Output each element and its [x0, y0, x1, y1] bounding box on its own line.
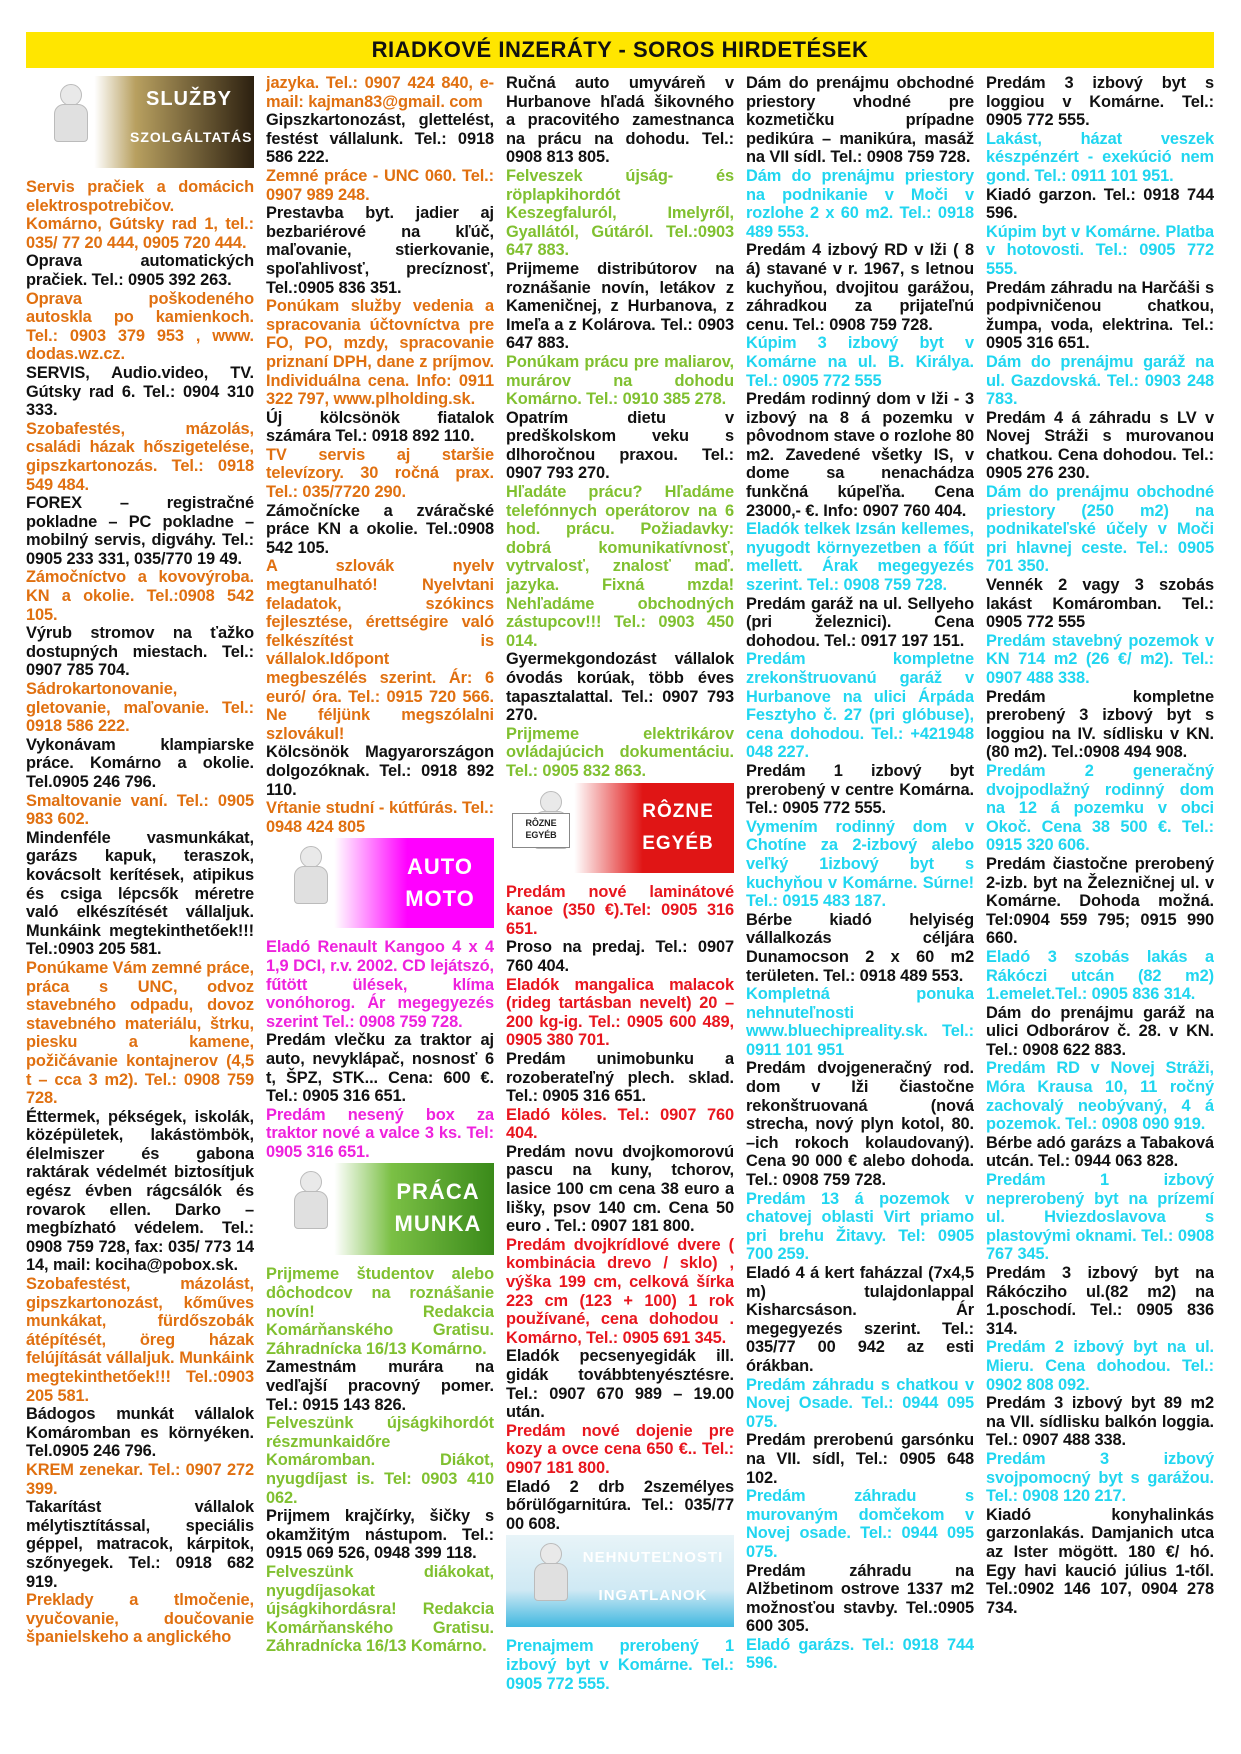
classified-ad: Kiadó konyhalinkás garzonlakás. Damjanich utca az Ister mögött. 180 €/ hó. Egy havi kaució július 1-től. Tel.:0902 146 107, 0904 278 734. [986, 1505, 1214, 1617]
classified-ad: Dám do prenájmu obchodné priestory vhodné pre kozmetičku prípadne pedikúra – manikúra, masáž na VII sídl. Tel.: 0908 759 728. [746, 74, 974, 167]
classified-ad: Gyermekgondozást vállalok óvodás korúak, több éves tapasztalattal. Tel.: 0907 793 270. [506, 650, 734, 725]
classified-ad: Predám 3 izbový byt 89 m2 na VII. sídlisku balkón loggia. Tel.: 0907 488 338. [986, 1394, 1214, 1450]
classified-ad: Zamestnám murára na vedľajší pracovný pomer. Tel.: 0915 143 826. [266, 1358, 494, 1414]
classified-ad: Predám RD v Novej Stráži, Móra Krausa 10, 11 ročný zachovalý neobývaný, 4 á pozemok. Tel.: 0908 090 919. [986, 1059, 1214, 1134]
classified-ad: Szobafestést, mázolást, gipszkartonozást, kőműves munkákat, fürdőszobák átépítését, öreg házak felújítását vállaljuk. Munkáink megtekinthetőek!!! Tel.:0903 205 581. [26, 1275, 254, 1405]
classified-ad: Oprava automatických pračiek. Tel.: 0905 392 263. [26, 252, 254, 289]
classified-ad: Servis pračiek a domácich elektrospotrebičov. Komárno, Gútsky rad 1, tel.: 035/ 77 20 444, 0905 720 444. [26, 178, 254, 252]
classified-ad: Predám garáž na ul. Sellyeho (pri železnici). Cena dohodou. Tel.: 0917 197 151. [746, 594, 974, 650]
classified-ad: jazyka. Tel.: 0907 424 840, e-mail: kajman83@gmail. com [266, 74, 494, 111]
classified-ad: Dám do prenájmu priestory na podnikanie v Moči v rozlohe 2 x 60 m2. Tel.: 0918 489 553. [746, 166, 974, 241]
classified-ad: Dám do prenájmu garáž na ul. Gazdovská. Tel.: 0903 248 783. [986, 352, 1214, 409]
section-banner-sluzby [26, 76, 254, 168]
classified-ad: TV servis aj staršie televízory. 30 ročná prax. Tel.: 035/7720 290. [266, 445, 494, 502]
section-banner-nehnut [506, 1535, 734, 1627]
column-1 [26, 74, 254, 1734]
classified-ad: Predám vlečku za traktor aj auto, nevyklápač, nosnosť 6 t, ŠPZ, STK... Cena: 600 €. Tel.: 0905 316 651. [266, 1031, 494, 1106]
classified-ad: Predám záhradu s chatkou v Novej Osade. Tel.: 0944 095 075. [746, 1375, 974, 1431]
figure-illustration-icon [280, 1171, 340, 1241]
classified-ad: Oprava poškodeného autoskla po kamienkoch. Tel.: 0903 379 953 , www. dodas.wz.cz. [26, 289, 254, 364]
classified-ad: SERVIS, Audio.video, TV. Gútsky rad 6. Tel.: 0904 310 333. [26, 363, 254, 420]
classified-ad: Prijmeme elektrikárov ovládajúcich dokumentáciu. Tel.: 0905 832 863. [506, 724, 734, 780]
classified-ad: Predám 1 izbový byt prerobený v centre Komárna. Tel.: 0905 772 555. [746, 761, 974, 818]
classified-ad: Preklady a tlmočenie, vyučovanie, doučovanie španielskeho a anglického [26, 1591, 254, 1647]
classified-ad: Sádrokartonovanie, gletovanie, maľovanie. Tel.: 0918 586 222. [26, 680, 254, 736]
classified-ad: FOREX – registračné pokladne – PC pokladne – mobilný servis, digváhy. Tel.: 0905 233 331, 035/770 19 49. [26, 494, 254, 568]
classified-ad: Predám nové dojenie pre kozy a ovce cena 650 €.. Tel.: 0907 181 800. [506, 1421, 734, 1477]
classified-ad: Eladók telkek Izsán kellemes, nyugodt környezetben a főút mellett. Árak megegyezés szerint. Tel.: 0908 759 728. [746, 520, 974, 595]
banner-nehnut-line2: INGATLANOK [598, 1587, 708, 1605]
banner-nehnut-line1: NEHNUTEĽNOSTI [582, 1549, 724, 1567]
section-banner-auto [266, 838, 494, 928]
classified-ad: Kölcsönök Magyarországon dolgozóknak. Tel.: 0918 892 110. [266, 743, 494, 799]
classified-ad: Smaltovanie vaní. Tel.: 0905 983 602. [26, 791, 254, 829]
classified-ad: Új kölcsönök fiatalok számára Tel.: 0918 892 110. [266, 408, 494, 446]
column-4 [746, 74, 974, 1734]
banner-rozne-line1: RÔZNE [642, 800, 714, 822]
classified-ad: Vŕtanie studní - kútfúrás. Tel.: 0948 424 805 [266, 799, 494, 836]
classified-ad: Eladók pecsenyegidák ill. gidák továbbtenyésztésre. Tel.: 0907 670 989 – 19.00 után. [506, 1347, 734, 1422]
classified-ad: Dám do prenájmu obchodné priestory (250 m2) na podnikateľské účely v Moči pri hlavnej ceste. Tel.: 0905 701 350. [986, 483, 1214, 576]
column-2 [266, 74, 494, 1734]
classified-ad: Vymením rodinný dom v Chotíne za 2-izbový alebo veľký 1izbový byt s kuchyňou v Komárne. Súrne! Tel.: 0915 483 187. [746, 817, 974, 911]
classified-ad: Predám záhradu s murovaným domčekom v Novej osade. Tel.: 0944 095 075. [746, 1487, 974, 1561]
classified-ad: Felveszünk újságkihordót részmunkaidőre Komáromban. Diákot, nyugdíjast is. Tel: 0903 410 062. [266, 1414, 494, 1507]
classified-ad: Szobafestés, mázolás, családi házak hőszigetelése, gipszkartonozás. Tel.: 0918 549 484. [26, 419, 254, 494]
classified-ad: Felveszek újság- és röplapkihordót Keszegfaluról, Imelyről, Gyallától, Gútáról. Tel.:0903 647 883. [506, 166, 734, 260]
banner-sluzby-line2: SZOLGÁLTATÁS [130, 129, 253, 145]
classified-ad: Opatrím dietu v predškolskom veku s dlhoročnou praxou. Tel.: 0907 793 270. [506, 408, 734, 483]
classified-ad: Dám do prenájmu garáž na ulici Odborárov č. 28. v KN. Tel.: 0908 622 883. [986, 1003, 1214, 1059]
classified-ad: Predám nesený box za traktor nové a valce 3 ks. Tel: 0905 316 651. [266, 1105, 494, 1161]
classified-ad: Prijmeme študentov alebo dôchodcov na roznášanie novín! Redakcia Komárňanského Gratisu. Záhradnícka 16/13 Komárno. [266, 1265, 494, 1358]
classified-ad: Zámočníctvo a kovovýroba. KN a okolie. Tel.:0908 542 105. [26, 568, 254, 624]
classified-ad: Predám 2 izbový byt na ul. Mieru. Cena dohodou. Tel.: 0902 808 092. [986, 1338, 1214, 1394]
classified-ad: Predám dvojkrídlové dvere ( kombinácia drevo / sklo) , výška 199 cm, celková šírka 223 cm (123 + 100) 1 rok používané, cena dohodou . Komárno, Tel.: 0905 691 345. [506, 1235, 734, 1347]
classified-ad: Predám novu dvojkomorovú pascu na kuny, tchorov, lasice 100 cm cena 38 euro a lišky, psov 140 cm. Cena 50 euro . Tel.: 0907 181 800. [506, 1142, 734, 1236]
banner-praca-line1: PRÁCA [396, 1179, 480, 1205]
banner-auto-line1: AUTO [407, 854, 473, 880]
classified-ad: Predám nové laminátové kanoe (350 €).Tel: 0905 316 651. [506, 882, 734, 938]
classified-ad: Predám 3 izbový svojpomocný byt s garážou. Tel.: 0908 120 217. [986, 1449, 1214, 1506]
classified-ad: KREM zenekar. Tel.: 0907 272 399. [26, 1460, 254, 1498]
classified-ad: Vennék 2 vagy 3 szobás lakást Komáromban. Tel.: 0905 772 555 [986, 576, 1214, 632]
classified-ad: Vykonávam klampiarske práce. Komárno a okolie. Tel.0905 246 796. [26, 735, 254, 791]
classified-ad: Predám 1 izbový neprerobený byt na prízemí ul. Hviezdoslavova s plastovými oknami. Tel.: 0908 767 345. [986, 1171, 1214, 1264]
section-banner-praca [266, 1163, 494, 1255]
classified-ad: Predám záhradu na Alžbetinom ostrove 1337 m2 možnosťou stavby. Tel.:0905 600 305. [746, 1561, 974, 1636]
banner-auto-line2: MOTO [405, 886, 475, 912]
classified-ad: Zemné práce - UNC 060. Tel.: 0907 989 248. [266, 166, 494, 204]
figure-illustration-icon [520, 1543, 580, 1613]
classified-ad: Gipszkartonozást, glettelést, festést vállalunk. Tel.: 0918 586 222. [266, 111, 494, 167]
classified-ad: Prenajmem prerobený 1 izbový byt v Komárne. Tel.: 0905 772 555. [506, 1637, 734, 1693]
column-3 [506, 74, 734, 1734]
classified-ad: Predám záhradu na Harčáši s podpivničenou chatkou, žumpa, voda, elektrina. Tel.: 0905 316 651. [986, 278, 1214, 353]
classified-ad: Eladó 2 drb 2személyes bőrülőgarnitúra. Tel.: 035/77 00 608. [506, 1477, 734, 1533]
classified-ad: Kúpim 3 izbový byt v Komárne na ul. B. Királya. Tel.: 0905 772 555 [746, 334, 974, 390]
classified-ad: Predám kompletne zrekonštruovanú garáž v Hurbanove na ulici Árpáda Fesztyho č. 27 (pri glóbuse), cena dohodou. Tel.: +421948 048 227. [746, 650, 974, 762]
classified-ad: Ponúkam služby vedenia a spracovania účtovníctva pre FO, PO, mzdy, spracovanie priznaní DPH, dane z príjmov. Individuálna cena. Info: 0911 322 797, www.plholding.sk. [266, 297, 494, 409]
classified-ad: Felveszünk diákokat, nyugdíjasokat újságkihordásra! Redakcia Komárňanského Gratisu. Záhradnícka 16/13 Komárno. [266, 1562, 494, 1656]
classified-ad: Predám 3 izbový byt na Rákócziho ul.(82 m2) na 1.poschodí. Tel.: 0905 836 314. [986, 1264, 1214, 1338]
classified-ad: Eladó 3 szobás lakás a Rákóczi utcán (82 m2) 1.emelet.Tel.: 0905 836 314. [986, 947, 1214, 1004]
column-5 [986, 74, 1214, 1734]
figure-illustration-icon [40, 84, 100, 154]
classified-ad: Ponúkam prácu pre maliarov, murárov na dohodu Komárno. Tel.: 0910 385 278. [506, 352, 734, 409]
classified-ad: Predám stavebný pozemok v KN 714 m2 (26 €/ m2). Tel.: 0907 488 338. [986, 631, 1214, 687]
classified-ad: Predám rodinný dom v Iži - 3 izbový na 8 á pozemku v pôvodnom stave o rozlohe 80 m2. Zavedené všetky IS, v dome sa nenachádza funkčná kúpeľňa. Cena 23000,- €. Info: 0907 760 404. [746, 390, 974, 520]
classified-ad: Predám 4 izbový RD v Iži ( 8 á) stavané v r. 1967, s letnou kuchyňou, dvojitou garážou, záhradkou za prijateľnú cenu. Tel.: 0908 759 728. [746, 241, 974, 334]
classified-ad: Predám 3 izbový byt s loggiou v Komárne. Tel.: 0905 772 555. [986, 74, 1214, 130]
classified-ad: Mindenféle vasmunkákat, garázs kapuk, teraszok, kovácsolt kerítések, atipikus és csiga lépcsők méretre való elkészítését vállaljuk. Munkáink megtekinthetőek!!! Tel.:0903 205 581. [26, 828, 254, 959]
classified-ad: Lakást, házat veszek készpénzért - exekúció nem gond. Tel.: 0911 101 951. [986, 129, 1214, 185]
classified-ad: Kúpim byt v Komárne. Platba v hotovosti. Tel.: 0905 772 555. [986, 222, 1214, 278]
banner-sluzby-line1: SLUŽBY [146, 88, 232, 110]
classified-ad: Bérbe kiadó helyiség vállalkozás céljára Dunamocson 2 x 60 m2 területen. Tel.: 0918 489 553. [746, 910, 974, 985]
classified-ad: Kompletná ponuka nehnuteľnosti www.bluechipreality.sk. Tel.: 0911 101 951 [746, 985, 974, 1059]
classified-ad: Výrub stromov na ťažko dostupných miestach. Tel.: 0907 785 704. [26, 624, 254, 680]
classified-ad: A szlovák nyelv megtanulható! Nyelvtani feladatok, szókincs fejlesztése, érettségire való felkészítést is vállalok.Időpont megbeszélés szerint. Ár: 6 euró/ óra. Tel.: 0915 720 566. Ne féljünk megszólalni szlovákul! [266, 557, 494, 743]
classified-ad: Ponúkame Vám zemné práce, práca s UNC, odvoz stavebného odpadu, dovoz stavebného materiálu, štrku, piesku a kamene, požičávanie kontajnerov (4,5 t – cca 3 m2). Tel.: 0908 759 728. [26, 958, 254, 1108]
section-banner-rozne [506, 783, 734, 873]
classified-ad: Eladó köles. Tel.: 0907 760 404. [506, 1105, 734, 1143]
page-header: RIADKOVÉ INZERÁTY - SOROS HIRDETÉSEK [26, 32, 1214, 68]
classified-ad: Hľadáte prácu? Hľadáme telefónnych operátorov na 6 hod. prácu. Požiadavky: dobrá komunikatívnosť, vytrvalosť, znalosť maď. jazyka. Fixná mzda! Nehľadáme obchodných zástupcov!!! Tel.: 0903 450 014. [506, 483, 734, 650]
classified-ad: Predám 2 generačný dvojpodlažný rodinný dom na 12 á pozemku v obci Okoč. Cena 38 500 €. Tel.: 0915 320 606. [986, 761, 1214, 855]
classified-ad: Eladó Renault Kangoo 4 x 4 1,9 DCI, r.v. 2002. CD lejátszó, fűtött ülések, klíma vonóhorog. Ár megegyezés szerint Tel.: 0908 759 728. [266, 938, 494, 1031]
classified-ad: Predám unimobunku a rozoberateľný plech. sklad. Tel.: 0905 316 651. [506, 1049, 734, 1106]
classified-ad: Bérbe adó garázs a Tabaková utcán. Tel.: 0944 063 828. [986, 1133, 1214, 1171]
sign-board-icon: RÔZNE EGYÉB [512, 813, 570, 848]
banner-praca-line2: MUNKA [394, 1211, 482, 1237]
classified-ad: Predám prerobenú garsónku na VII. sídl, Tel.: 0905 648 102. [746, 1431, 974, 1487]
banner-rozne-line2: EGYÉB [642, 832, 714, 854]
classified-ad: Predám kompletne prerobený 3 izbový byt s loggiou na IV. sídlisku v KN.(80 m2). Tel.:0908 494 908. [986, 687, 1214, 762]
classified-ad: Predám dvojgeneračný rod. dom v Iži čiastočne rekonštruovaná (nová strecha, nový plyn kotol, 80. –ich rokoch kolaudovaný). Cena 90 000 € alebo dohoda. Tel.: 0908 759 728. [746, 1059, 974, 1190]
classified-ad: Predám čiastočne prerobený 2-izb. byt na Železničnej ul. v Komárne. Dohoda možná. Tel:0904 559 795; 0915 990 660. [986, 854, 1214, 948]
classified-ad: Predám 4 á záhradu s LV v Novej Stráži s murovanou chatkou. Cena dohodou. Tel.: 0905 276 230. [986, 408, 1214, 483]
classified-ad: Takarítást vállalok mélytisztítással, speciális géppel, matracok, kárpitok, szőnyegek. Tel.: 0918 682 919. [26, 1498, 254, 1591]
classified-ad: Eladó 4 á kert faházzal (7x4,5 m) tulajdonlappal Kisharcsáson. Ár megegyezés szerint. Tel.: 035/77 00 942 az esti órákban. [746, 1264, 974, 1375]
classified-ad: Éttermek, pékségek, iskolák, középületek, lakástömbök, élelmiszer és gabona raktárak védelmét biztosítjuk egész évben rágcsálók és rovarok ellen. Darko – megbízható védelem. Tel.: 0908 759 728, fax: 035/ 773 14 14, mail: kociha@pobox.sk. [26, 1107, 254, 1275]
classified-ad: Kiadó garzon. Tel.: 0918 744 596. [986, 185, 1214, 223]
classified-ad: Predám 13 á pozemok v chatovej oblasti Virt priamo pri brehu Žitavy. Tel: 0905 700 259. [746, 1189, 974, 1264]
classified-ad: Proso na predaj. Tel.: 0907 760 404. [506, 938, 734, 975]
classified-ad: Eladó garázs. Tel.: 0918 744 596. [746, 1635, 974, 1673]
classified-ad: Prijmeme distribútorov na roznášanie novín, letákov z Kameničnej, z Hurbanova, z Imeľa a z Kolárova. Tel.: 0903 647 883. [506, 259, 734, 353]
classified-ad: Prijmem krajčírky, šičky s okamžitým nástupom. Tel.: 0915 069 526, 0948 399 118. [266, 1507, 494, 1563]
classified-ad: Zámočnícke a zváračské práce KN a okolie. Tel.:0908 542 105. [266, 501, 494, 557]
classified-ad: Ručná auto umyváreň v Hurbanove hľadá šikovného a pracovitého zamestnanca na prácu na dohodu. Tel.: 0908 813 805. [506, 74, 734, 167]
classified-ad: Bádogos munkát vállalok Komáromban es környéken. Tel.0905 246 796. [26, 1405, 254, 1461]
figure-illustration-icon [280, 846, 340, 916]
classified-ad: Eladók mangalica malacok (rideg tartásban nevelt) 20 – 200 kg-ig. Tel.: 0905 600 489, 0905 380 701. [506, 975, 734, 1050]
classified-ad: Prestavba byt. jadier aj bezbariérové na kľúč, maľovanie, stierkovanie, spoľahlivosť, precíznosť, Tel.:0905 836 351. [266, 204, 494, 297]
